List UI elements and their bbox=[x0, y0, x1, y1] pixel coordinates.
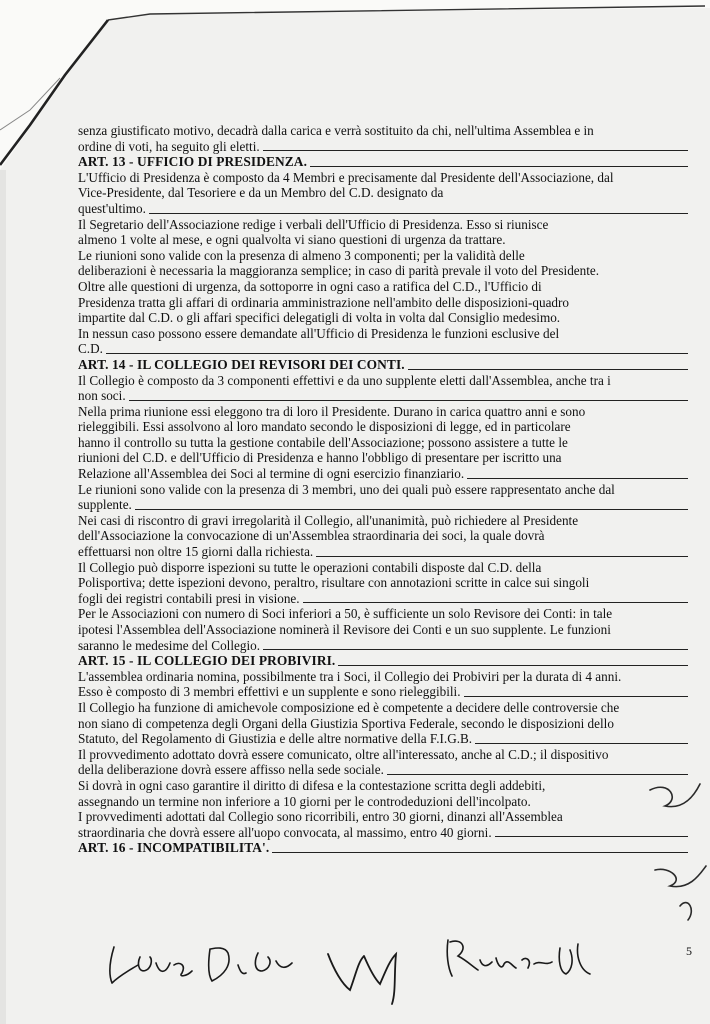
text-line bbox=[78, 560, 688, 576]
line-text: Nella prima riunione essi eleggono tra di loro il Presidente. Durano in carica quattro anni e sono bbox=[78, 403, 586, 419]
text-line bbox=[78, 809, 688, 825]
text-line bbox=[78, 310, 688, 326]
text-line bbox=[78, 716, 688, 732]
article-heading bbox=[78, 653, 688, 669]
text-line bbox=[78, 123, 688, 139]
text-line bbox=[78, 575, 688, 591]
text-line bbox=[78, 404, 688, 420]
text-line bbox=[78, 747, 688, 763]
text-line bbox=[78, 762, 688, 778]
line-text: supplente. bbox=[78, 497, 132, 513]
page-number: 5 bbox=[686, 944, 692, 958]
line-text: Si dovrà in ogni caso garantire il diritto di difesa e la contestazione scritta degli addebiti, bbox=[78, 777, 546, 793]
fill-rule bbox=[106, 353, 688, 354]
line-text: impartite dal C.D. o gli affari specifici delegatigli di volta in volta dal Consiglio medesimo. bbox=[78, 310, 561, 326]
line-text: Le riunioni sono valide con la presenza di almeno 3 componenti; per la validità delle bbox=[78, 247, 525, 263]
text-line bbox=[78, 248, 688, 264]
text-line bbox=[78, 684, 688, 700]
article-heading bbox=[78, 154, 688, 170]
text-line bbox=[78, 279, 688, 295]
text-line bbox=[78, 825, 688, 841]
text-line bbox=[78, 373, 688, 389]
text-line bbox=[78, 778, 688, 794]
line-text: Le riunioni sono valide con la presenza di 3 membri, uno dei quali può essere rappresentato anche dal bbox=[78, 481, 615, 497]
line-text: In nessun caso possono essere demandate all'Ufficio di Presidenza le funzioni esclusive del bbox=[78, 325, 560, 341]
text-line bbox=[78, 513, 688, 529]
signature-romano bbox=[440, 930, 600, 990]
line-text: assegnando un termine non inferiore a 10 giorni per le controdeduzioni dell'incolpato. bbox=[78, 793, 531, 809]
text-line bbox=[78, 388, 688, 404]
line-text: ipotesi l'Assemblea dell'Associazione nominerà il Revisore dei Conti e un suo supplente. Le funzioni bbox=[78, 622, 611, 637]
line-text: riunioni del C.D. e dell'Ufficio di Presidenza e hanno l'obbligo di presentare per iscritto una bbox=[78, 450, 562, 466]
line-text: Relazione all'Assemblea dei Soci al termine di ogni esercizio finanziario. bbox=[78, 466, 465, 482]
line-text: fogli dei registri contabili presi in visione. bbox=[78, 590, 300, 606]
line-text: hanno il controllo su tutta la gestione contabile dell'Associazione; possono assistere a tutte le bbox=[78, 434, 568, 450]
text-line bbox=[78, 139, 688, 155]
line-text: Il Segretario dell'Associazione redige i verbali dell'Ufficio di Presidenza. Esso si riunisce bbox=[78, 216, 549, 232]
line-text: Vice-Presidente, dal Tesoriere e da un Membro del C.D. designato da bbox=[78, 185, 444, 201]
text-line bbox=[78, 295, 688, 311]
line-text: non siano di competenza degli Organi della Giustizia Sportiva Federale, secondo le disposizioni dello bbox=[78, 715, 614, 731]
text-line bbox=[78, 591, 688, 607]
line-text: deliberazioni è necessaria la maggioranza semplice; in caso di parità prevale il voto del Presidente. bbox=[78, 263, 600, 279]
text-line bbox=[78, 606, 688, 622]
line-text: C.D. bbox=[78, 341, 103, 357]
line-text: della deliberazione dovrà essere affisso nella sede sociale. bbox=[78, 762, 384, 778]
text-line bbox=[78, 263, 688, 279]
document-body bbox=[78, 123, 688, 856]
text-line bbox=[78, 341, 688, 357]
line-text: ART. 15 - IL COLLEGIO DEI PROBIVIRI. bbox=[78, 653, 336, 669]
line-text: ordine di voti, ha seguito gli eletti. bbox=[78, 138, 260, 154]
line-text: ART. 13 - UFFICIO DI PRESIDENZA. bbox=[78, 154, 308, 170]
line-text: I provvedimenti adottati dal Collegio sono ricorribili, entro 30 giorni, dinanzi all'Assemblea bbox=[78, 809, 563, 825]
line-text: Il provvedimento adottato dovrà essere comunicato, oltre all'interessato, anche al C.D.; il dispositivo bbox=[78, 746, 609, 762]
line-text: L'assemblea ordinaria nomina, possibilmente tra i Soci, il Collegio dei Probiviri per la durata di 4 anni. bbox=[78, 668, 622, 684]
text-line bbox=[78, 419, 688, 435]
text-line bbox=[78, 669, 688, 685]
text-line bbox=[78, 217, 688, 233]
text-line bbox=[78, 201, 688, 217]
line-text: effettuarsi non oltre 15 giorni dalla richiesta. bbox=[78, 544, 314, 560]
text-line bbox=[78, 450, 688, 466]
fill-rule bbox=[408, 369, 688, 370]
line-text: Per le Associazioni con numero di Soci inferiori a 50, è sufficiente un solo Revisore dei Conti: in tale bbox=[78, 606, 613, 622]
text-line bbox=[78, 638, 688, 654]
line-text: Statuto, del Regolamento di Giustizia e delle altre normative della F.I.G.B. bbox=[78, 731, 473, 747]
article-heading bbox=[78, 840, 688, 856]
text-line bbox=[78, 435, 688, 451]
text-line bbox=[78, 482, 688, 498]
text-line bbox=[78, 466, 688, 482]
line-text: Il Collegio ha funzione di amichevole composizione ed è competente a decidere delle controversie che bbox=[78, 699, 620, 715]
line-text: Nei casi di riscontro di gravi irregolarità il Collegio, all'unanimità, può richiedere al Presidente bbox=[78, 512, 579, 528]
text-line bbox=[78, 794, 688, 810]
fill-rule bbox=[149, 213, 688, 214]
fill-rule bbox=[129, 400, 688, 401]
line-text: rieleggibili. Essi assolvono al loro mandato secondo le disposizioni di legge, ed in particolare bbox=[78, 419, 571, 435]
article-heading bbox=[78, 357, 688, 373]
fill-rule bbox=[272, 852, 688, 853]
text-line bbox=[78, 544, 688, 560]
text-line bbox=[78, 700, 688, 716]
fill-rule bbox=[475, 743, 688, 744]
text-line bbox=[78, 170, 688, 186]
fill-rule bbox=[338, 665, 688, 666]
line-text: saranno le medesime del Collegio. bbox=[78, 637, 261, 653]
line-text: Il Collegio può disporre ispezioni su tutte le operazioni contabili disposte dal C.D. della bbox=[78, 559, 542, 575]
fill-rule bbox=[263, 150, 688, 151]
fill-rule bbox=[263, 649, 688, 650]
text-line bbox=[78, 185, 688, 201]
line-text: dell'Associazione la convocazione di un'Assemblea straordinaria dei soci, la quale dovrà bbox=[78, 528, 545, 544]
text-line bbox=[78, 232, 688, 248]
text-line bbox=[78, 528, 688, 544]
fill-rule bbox=[316, 556, 688, 557]
line-text: Presidenza tratta gli affari di ordinaria amministrazione nell'ambito delle disposizioni-quadro bbox=[78, 294, 570, 310]
margin-scribble bbox=[640, 770, 710, 930]
line-text: Il Collegio è composto da 3 componenti effettivi e da uno supplente eletti dall'Assemblea, anche tra i bbox=[78, 372, 611, 388]
line-text: non soci. bbox=[78, 388, 126, 404]
signature-middle bbox=[320, 940, 430, 1010]
line-text: Polisportiva; dette ispezioni devono, peraltro, risultare con annotazioni scritte in calce sui singoli bbox=[78, 575, 590, 591]
text-line bbox=[78, 622, 688, 638]
fill-rule bbox=[467, 478, 688, 479]
line-text: ART. 14 - IL COLLEGIO DEI REVISORI DEI CONTI. bbox=[78, 356, 405, 372]
line-text: Esso è composto di 3 membri effettivi e un supplente e sono rieleggibili. bbox=[78, 684, 461, 700]
text-line bbox=[78, 326, 688, 342]
text-line bbox=[78, 497, 688, 513]
fill-rule bbox=[135, 509, 688, 510]
signature-luisa bbox=[100, 935, 300, 995]
line-text: Oltre alle questioni di urgenza, da sottoporre in ogni caso a ratifica del C.D., l'Ufficio di bbox=[78, 278, 542, 294]
line-text: quest'ultimo. bbox=[78, 200, 146, 216]
line-text: straordinaria che dovrà essere all'uopo convocata, al massimo, entro 40 giorni. bbox=[78, 824, 492, 840]
text-line bbox=[78, 731, 688, 747]
fill-rule bbox=[303, 602, 688, 603]
fill-rule bbox=[310, 166, 688, 167]
line-text: senza giustificato motivo, decadrà dalla carica e verrà sostituito da chi, nell'ultima Assemblea e in bbox=[78, 123, 594, 138]
line-text: L'Ufficio di Presidenza è composto da 4 Membri e precisamente dal Presidente dell'Associazione, dal bbox=[78, 169, 614, 185]
line-text: ART. 16 - INCOMPATIBILITA'. bbox=[78, 840, 270, 856]
fill-rule bbox=[464, 696, 689, 697]
line-text: almeno 1 volte al mese, e ogni qualvolta vi siano questioni di urgenza da trattare. bbox=[78, 232, 506, 248]
